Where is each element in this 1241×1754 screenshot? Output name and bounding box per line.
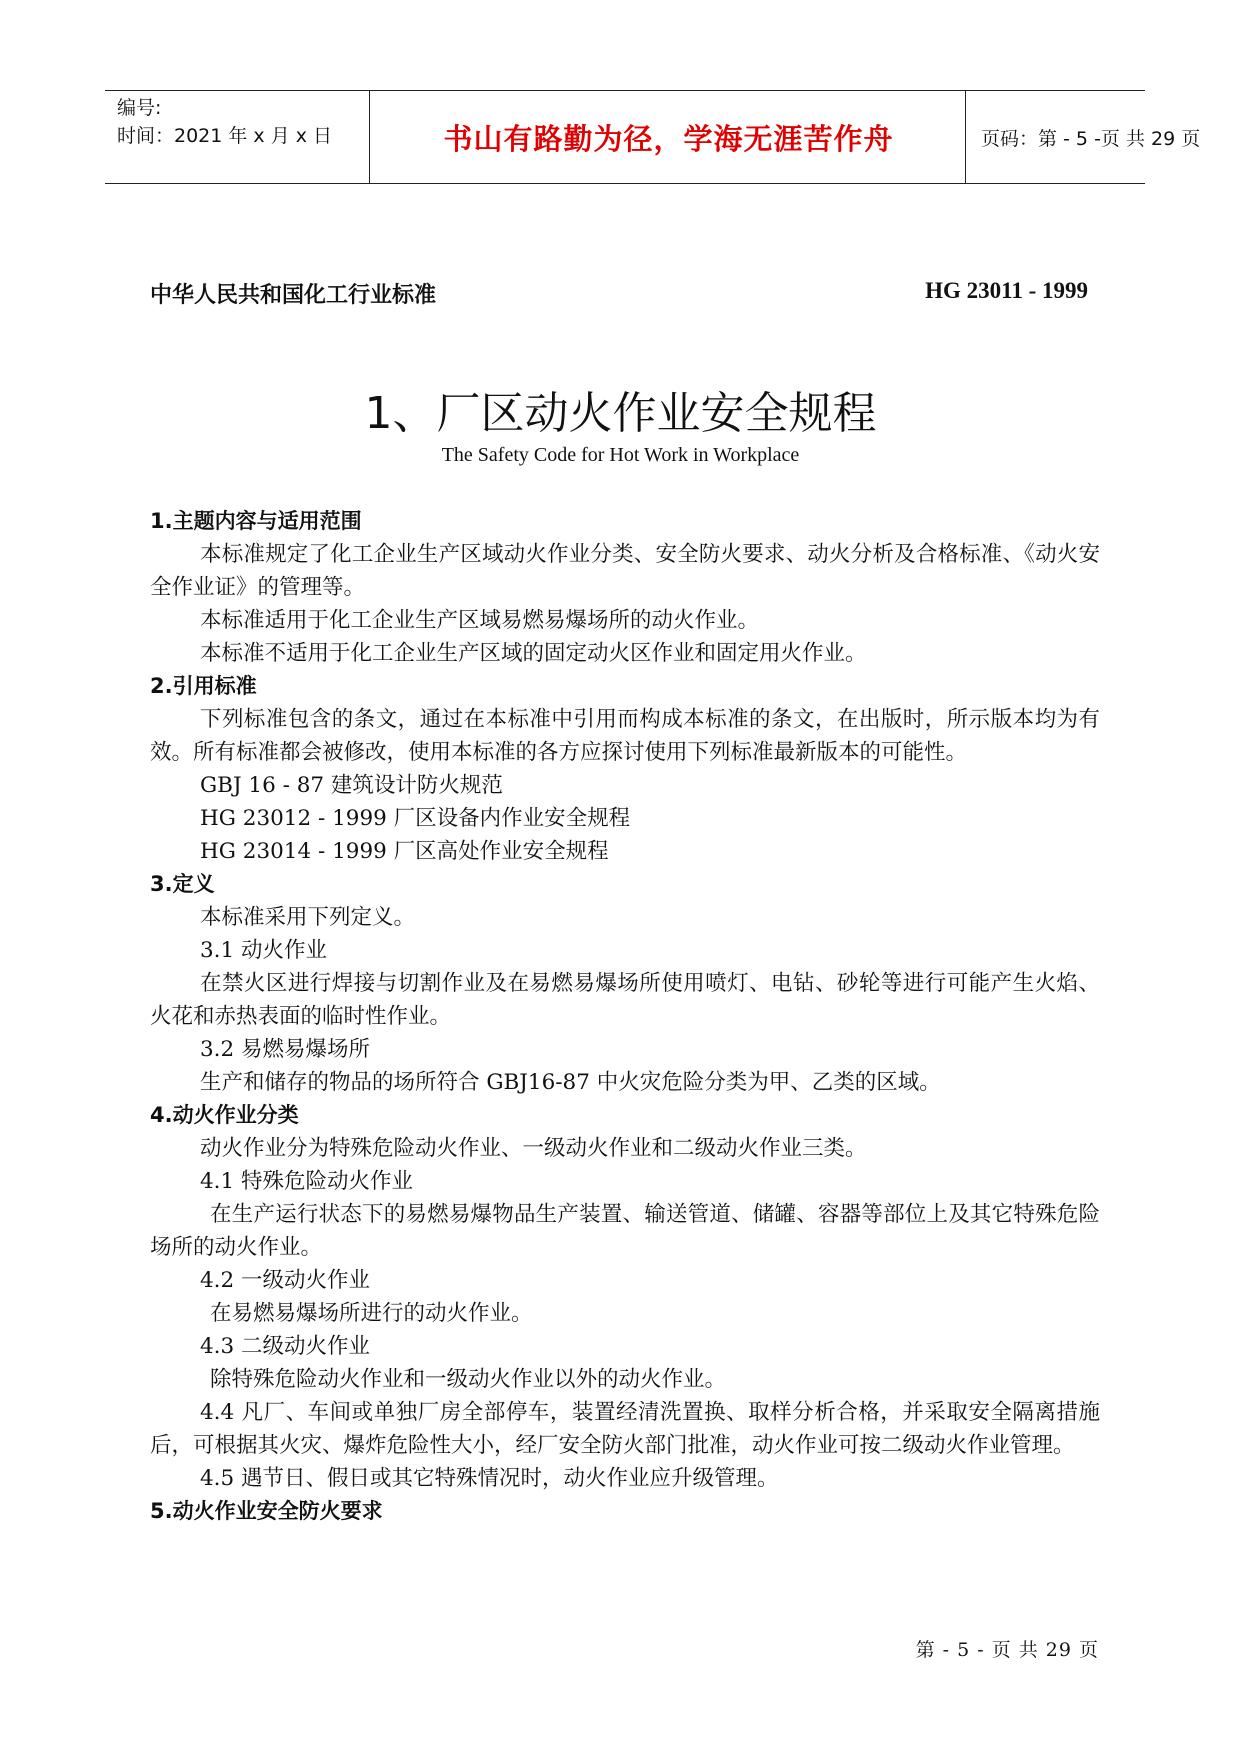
header-motto: 书山有路勤为径，学海无涯苦作舟 (443, 121, 894, 156)
paragraph: 3.1 动火作业 (200, 938, 328, 963)
paragraph: 本标准规定了化工企业生产区域动火作业分类、安全防火要求、动火分析及合格标准、《动火安全作业证》的管理等。 (150, 542, 1100, 600)
paragraph: HG 23012 - 1999 厂区设备内作业安全规程 (200, 806, 631, 831)
header-page-number: 页码：第 - 5 -页 共 29 页 (981, 127, 1201, 150)
paragraph: 动火作业分为特殊危险动火作业、一级动火作业和二级动火作业三类。 (200, 1136, 867, 1161)
document-title: 1、厂区动火作业安全规程 (364, 388, 877, 439)
paragraph: 4.1 特殊危险动火作业 (200, 1169, 414, 1194)
paragraph: 生产和储存的物品的场所符合 GBJ16-87 中火灾危险分类为甲、乙类的区域。 (200, 1070, 941, 1095)
paragraph: 本标准适用于化工企业生产区域易燃易爆场所的动火作业。 (200, 608, 760, 633)
paragraph: 在禁火区进行焊接与切割作业及在易燃易爆场所使用喷灯、电钻、砂轮等进行可能产生火焰、火花和赤热表面的临时性作业。 (150, 971, 1100, 1029)
paragraph: 在易燃易爆场所进行的动火作业。 (210, 1301, 533, 1326)
header-divider (369, 91, 370, 183)
section-heading: 3.定义 (150, 872, 215, 896)
paragraph: 下列标准包含的条文，通过在本标准中引用而构成本标准的条文，在出版时，所示版本均为有效。所有标准都会被修改，使用本标准的各方应探讨使用下列标准最新版本的可能性。 (150, 707, 1100, 765)
section-heading: 4.动火作业分类 (150, 1103, 299, 1127)
header-divider (965, 91, 966, 183)
section-heading: 5.动火作业安全防火要求 (150, 1499, 383, 1523)
paragraph: 本标准不适用于化工企业生产区域的固定动火区作业和固定用火作业。 (200, 641, 867, 666)
standard-name: 中华人民共和国化工行业标准 (150, 283, 437, 308)
paragraph: 除特殊危险动火作业和一级动火作业以外的动火作业。 (210, 1367, 727, 1392)
section-heading: 1.主题内容与适用范围 (150, 509, 362, 533)
standard-row (150, 278, 1088, 310)
page-header (105, 90, 1201, 184)
document-time-label: 时间：2021 年 x 月 x 日 (117, 125, 333, 147)
header-meta (117, 91, 369, 183)
section-heading: 2.引用标准 (150, 674, 257, 698)
paragraph: 4.5 遇节日、假日或其它特殊情况时，动火作业应升级管理。 (200, 1466, 779, 1491)
paragraph: 4.4 凡厂、车间或单独厂房全部停车，装置经清洗置换、取样分析合格，并采取安全隔离措施后，可根据其火灾、爆炸危险性大小，经厂安全防火部门批准，动火作业可按二级动火作业管理。 (150, 1400, 1100, 1458)
paragraph: 4.3 二级动火作业 (200, 1334, 371, 1359)
paragraph: 3.2 易燃易爆场所 (200, 1037, 371, 1062)
document-number-label: 编号: (117, 97, 162, 119)
paragraph: GBJ 16 - 87 建筑设计防火规范 (200, 773, 503, 798)
paragraph: 4.2 一级动火作业 (200, 1268, 371, 1293)
page-footer: 第 - 5 - 页 共 29 页 (915, 1639, 1099, 1661)
standard-code: HG 23011 - 1999 (925, 278, 1088, 303)
paragraph: 本标准采用下列定义。 (200, 905, 416, 930)
document-subtitle: The Safety Code for Hot Work in Workplace (441, 444, 800, 466)
paragraph: HG 23014 - 1999 厂区高处作业安全规程 (200, 839, 609, 864)
paragraph: 在生产运行状态下的易燃易爆物品生产装置、输送管道、储罐、容器等部位上及其它特殊危险场所的动火作业。 (150, 1202, 1100, 1260)
document-body (150, 505, 1100, 1528)
